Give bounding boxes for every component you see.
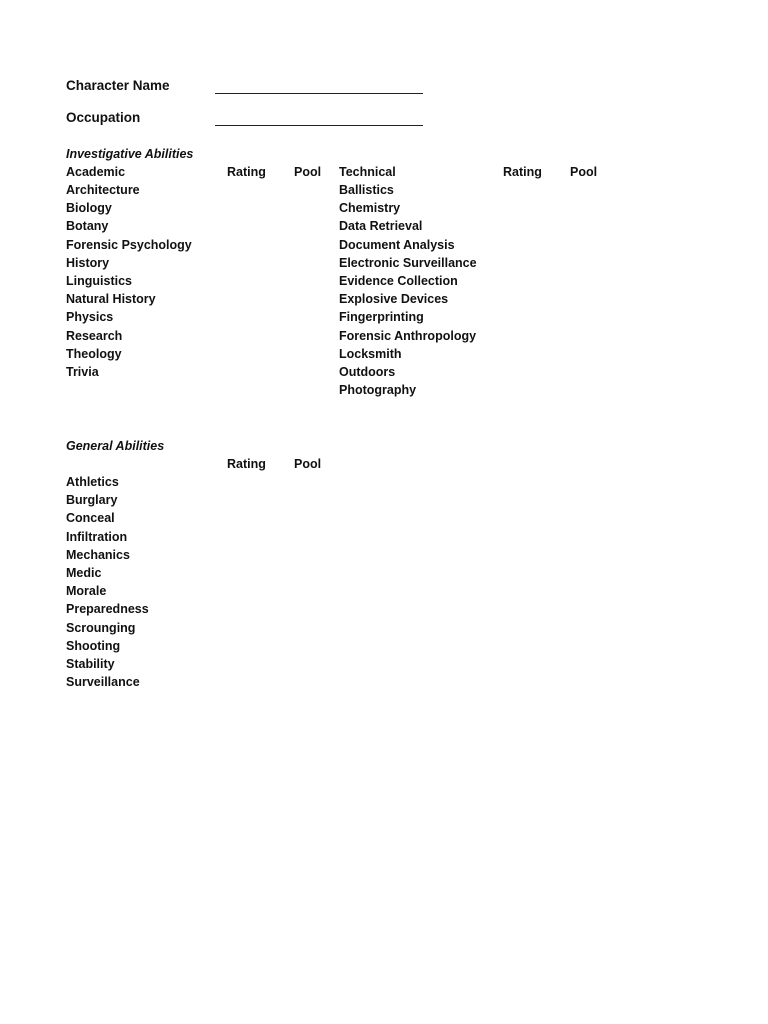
ability-fingerprinting: Fingerprinting: [339, 310, 424, 325]
ability-medic: Medic: [66, 565, 102, 580]
technical-ability-list: [339, 181, 477, 399]
ability-mechanics: Mechanics: [66, 547, 130, 562]
academic-pool-header: Pool: [294, 165, 322, 179]
ability-electronic-surveillance: Electronic Surveillance: [339, 255, 477, 270]
ability-theology: Theology: [66, 346, 122, 361]
ability-data-retrieval: Data Retrieval: [339, 219, 423, 234]
ability-locksmith: Locksmith: [339, 346, 402, 361]
technical-pool-header: Pool: [570, 165, 598, 179]
ability-physics: Physics: [66, 310, 114, 325]
character-name-field[interactable]: [215, 93, 423, 94]
ability-forensic-psychology: Forensic Psychology: [66, 237, 192, 252]
general-abilities-title: General Abilities: [66, 439, 165, 453]
general-ability-list: [66, 473, 149, 691]
academic-ability-list: [66, 181, 192, 381]
ability-architecture: Architecture: [66, 183, 140, 197]
character-name-label: Character Name: [66, 78, 170, 93]
ability-botany: Botany: [66, 219, 109, 234]
ability-research: Research: [66, 328, 123, 343]
ability-natural-history: Natural History: [66, 292, 156, 307]
technical-rating-header: Rating: [503, 165, 542, 179]
academic-rating-header: Rating: [227, 165, 266, 179]
ability-athletics: Athletics: [66, 475, 119, 489]
ability-photography: Photography: [339, 383, 417, 398]
ability-infiltration: Infiltration: [66, 529, 128, 544]
ability-morale: Morale: [66, 584, 107, 599]
ability-evidence-collection: Evidence Collection: [339, 273, 458, 288]
occupation-label: Occupation: [66, 110, 141, 125]
ability-stability: Stability: [66, 656, 115, 671]
investigative-abilities-title: Investigative Abilities: [66, 147, 194, 161]
ability-burglary: Burglary: [66, 493, 118, 508]
ability-preparedness: Preparedness: [66, 602, 149, 617]
ability-chemistry: Chemistry: [339, 201, 401, 216]
general-pool-header: Pool: [294, 457, 322, 471]
ability-forensic-anthropology: Forensic Anthropology: [339, 328, 477, 343]
ability-trivia: Trivia: [66, 364, 99, 379]
ability-biology: Biology: [66, 201, 112, 216]
technical-header: Technical: [339, 165, 396, 179]
ability-scrounging: Scrounging: [66, 620, 136, 635]
ability-linguistics: Linguistics: [66, 273, 132, 288]
ability-shooting: Shooting: [66, 638, 121, 653]
ability-ballistics: Ballistics: [339, 183, 394, 197]
ability-explosive-devices: Explosive Devices: [339, 292, 449, 307]
ability-outdoors: Outdoors: [339, 364, 396, 379]
occupation-field[interactable]: [215, 125, 423, 126]
ability-history: History: [66, 255, 110, 270]
general-rating-header: Rating: [227, 457, 266, 471]
academic-header: Academic: [66, 165, 126, 179]
ability-document-analysis: Document Analysis: [339, 237, 455, 252]
ability-surveillance: Surveillance: [66, 675, 140, 690]
ability-conceal: Conceal: [66, 511, 115, 526]
